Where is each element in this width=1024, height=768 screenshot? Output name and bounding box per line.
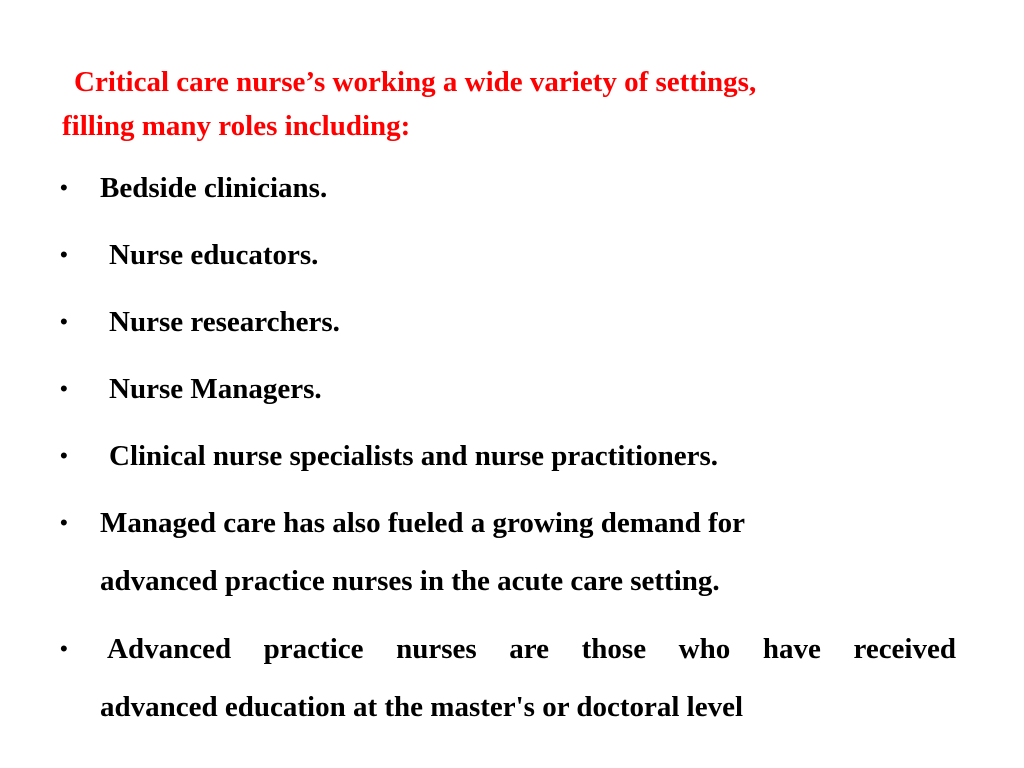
bullet-item-nurse-managers (60, 372, 322, 406)
bullet-text-line-2: advanced practice nurses in the acute care setting. (100, 565, 720, 597)
bullet-item-bedside-clinicians (60, 171, 327, 205)
bullet-dot: • (60, 443, 68, 468)
bullet-text-line-1: Managed care has also fueled a growing demand for (100, 507, 745, 539)
bullet-text: Nurse educators. (109, 239, 319, 271)
bullet-item-managed-care (60, 506, 745, 598)
bullet-dot: • (60, 175, 68, 200)
slide-heading (62, 60, 942, 148)
bullet-text: Clinical nurse specialists and nurse practitioners. (109, 440, 719, 472)
bullet-text (100, 632, 956, 724)
bullet-text: Nurse researchers. (109, 306, 340, 338)
bullet-item-nurse-researchers (60, 305, 340, 339)
bullet-text (100, 506, 745, 598)
heading-line-2: filling many roles including: (62, 110, 411, 142)
bullet-dot: • (60, 636, 68, 661)
bullet-text: Bedside clinicians. (100, 172, 328, 204)
bullet-item-advanced-practice (60, 632, 956, 724)
bullet-dot: • (60, 309, 68, 334)
bullet-item-clinical-specialists (60, 439, 718, 473)
bullet-text: Nurse Managers. (109, 373, 322, 405)
heading-line-1: Critical care nurse’s working a wide variety of settings, (74, 66, 757, 98)
bullet-text-line-2: advanced education at the master's or doctoral level (100, 691, 744, 723)
bullet-item-nurse-educators (60, 238, 318, 272)
bullet-dot: • (60, 242, 68, 267)
bullet-dot: • (60, 376, 68, 401)
bullet-text-line-1: Advanced practice nurses are those who have received (107, 633, 956, 665)
bullet-dot: • (60, 510, 68, 535)
